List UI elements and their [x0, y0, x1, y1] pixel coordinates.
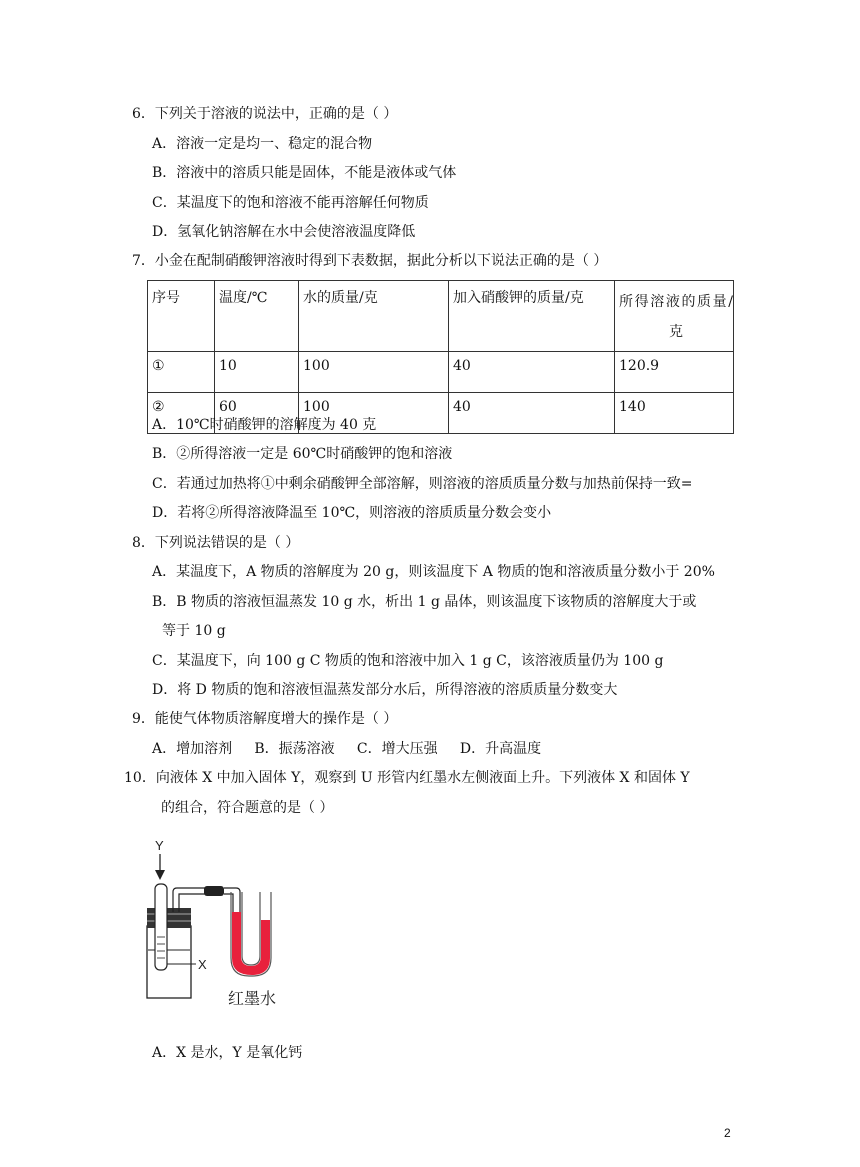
q8-option-a: A．某温度下，A 物质的溶解度为 20 g，则该温度下 A 物质的饱和溶液质量分数小于 20% — [152, 564, 715, 580]
q7-option-b: B．②所得溶液一定是 60℃时硝酸钾的饱和溶液 — [152, 446, 453, 462]
test-tube — [155, 884, 167, 970]
bottle — [147, 926, 191, 998]
q8-option-b-cont: 等于 10 g — [162, 623, 226, 639]
q10-option-a: A．X 是水，Y 是氧化钙 — [152, 1045, 303, 1061]
table-cell: ② — [148, 393, 215, 434]
arrow-head — [155, 870, 165, 880]
q8-option-c: C．某温度下，向 100 g C 物质的饱和溶液中加入 1 g C，该溶液质量仍为 100 g — [152, 653, 664, 669]
q10-stem-cont: 的组合，符合题意的是（ ） — [161, 800, 334, 816]
rubber-connector — [204, 886, 224, 896]
q9-options: A．增加溶剂 B．振荡溶液 C．增大压强 D．升高温度 — [152, 741, 542, 757]
figure-label-x: X — [198, 957, 207, 972]
q7-data-table — [147, 280, 734, 434]
table-header-row — [148, 281, 734, 352]
table-cell: 40 — [449, 352, 615, 393]
q7-option-a: A．10℃时硝酸钾的溶解度为 40 克 — [152, 417, 377, 433]
table-cell: 140 — [615, 393, 734, 434]
table-cell: 40 — [449, 393, 615, 434]
table-header-cell: 水的质量/克 — [299, 281, 449, 352]
q10-stem: 10．向液体 X 中加入固体 Y，观察到 U 形管内红墨水左侧液面上升。下列液体 X 和固体 Y — [124, 770, 690, 786]
table-header-cell: 加入硝酸钾的质量/克 — [449, 281, 615, 352]
q6-option-c: C．某温度下的饱和溶液不能再溶解任何物质 — [152, 195, 429, 211]
table-cell: 100 — [299, 393, 449, 434]
table-row — [148, 352, 734, 393]
table-cell: ① — [148, 352, 215, 393]
table-cell: 120.9 — [615, 352, 734, 393]
table-cell: 60 — [215, 393, 299, 434]
table-header-cell: 序号 — [148, 281, 215, 352]
q8-option-d: D．将 D 物质的饱和溶液恒温蒸发部分水后，所得溶液的溶质质量分数变大 — [152, 682, 618, 698]
table-header-cell: 温度/℃ — [215, 281, 299, 352]
header-solution-mass: 所得溶液的质量/克 — [619, 294, 733, 340]
apparatus-figure — [130, 832, 320, 1012]
table-cell: 100 — [299, 352, 449, 393]
q7-stem: 7．小金在配制硝酸钾溶液时得到下表数据，据此分析以下说法正确的是（ ） — [132, 253, 608, 269]
stopper — [147, 908, 191, 928]
q7-option-d: D．若将②所得溶液降温至 10℃，则溶液的溶质质量分数会变小 — [152, 505, 552, 521]
q8-stem: 8．下列说法错误的是（ ） — [132, 535, 300, 551]
q6-option-b: B．溶液中的溶质只能是固体，不能是液体或气体 — [152, 165, 457, 181]
q6-option-a: A．溶液一定是均一、稳定的混合物 — [152, 136, 373, 152]
figure-caption: 红墨水 — [228, 989, 277, 1008]
q6-stem: 6．下列关于溶液的说法中，正确的是（ ） — [132, 106, 398, 122]
q7-option-c: C．若通过加热将①中剩余硝酸钾全部溶解，则溶液的溶质质量分数与加热前保持一致= — [152, 476, 693, 492]
q8-option-b: B．B 物质的溶液恒温蒸发 10 g 水，析出 1 g 晶体，则该温度下该物质的溶解度大于或 — [152, 594, 697, 610]
q6-option-d: D．氢氧化钠溶解在水中会使溶液温度降低 — [152, 224, 416, 240]
table-cell: 10 — [215, 352, 299, 393]
table-header-cell — [615, 281, 734, 352]
page-number: 2 — [724, 1126, 731, 1140]
q9-stem: 9．能使气体物质溶解度增大的操作是（ ） — [132, 711, 398, 727]
figure-label-y: Y — [155, 838, 164, 853]
